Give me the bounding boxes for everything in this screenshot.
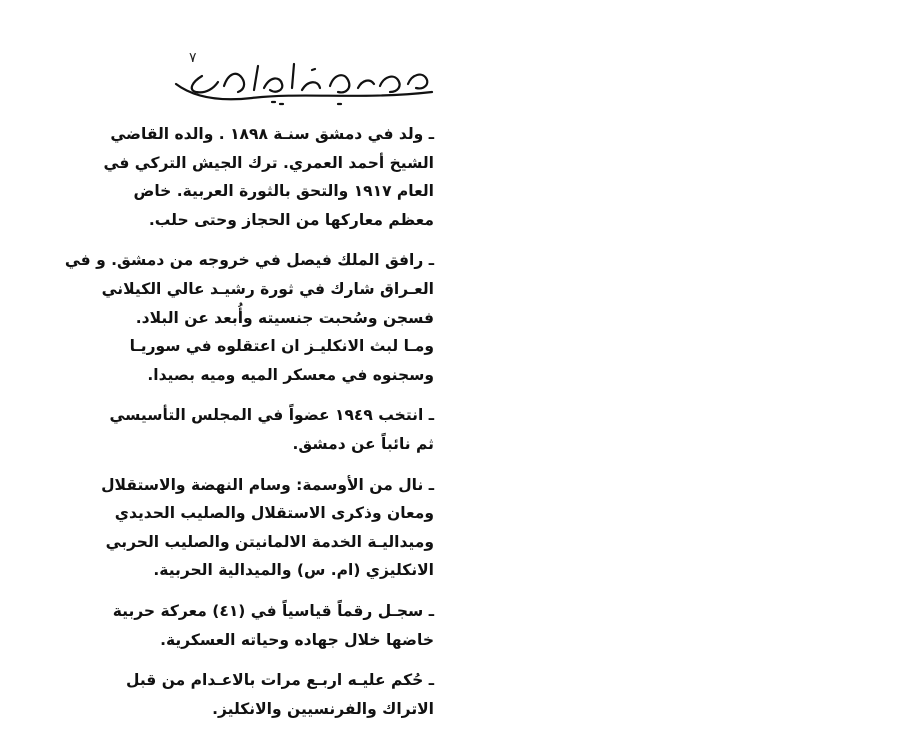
text-line: خاضها خلال جهاده وحياته العسكرية. bbox=[160, 630, 434, 649]
text-line: الانكليزي (ام. س) والميدالية الحربية. bbox=[153, 561, 434, 580]
text-line: ـ رافق الملك فيصل في خروجه من دمشق. و في bbox=[64, 251, 434, 270]
text-line: الاتراك والفرنسيين والانكليز. bbox=[212, 699, 434, 718]
text-line: فسجن وسُحبت جنسيته وأُبعد عن البلاد. bbox=[135, 308, 434, 327]
text-line: ـ حُكم عليـه اربـع مرات بالاعـدام من قبل bbox=[126, 671, 434, 690]
paragraph-battles bbox=[100, 597, 434, 654]
signature-calligraphy bbox=[162, 46, 452, 116]
text-line: وميداليـة الخدمة الالمانيتن والصليب الحربي bbox=[105, 532, 434, 551]
text-line: ـ انتخب ١٩٤٩ عضواً في المجلس التأسيسي bbox=[109, 406, 434, 425]
biography-text bbox=[64, 120, 434, 735]
text-line: ـ ولد في دمشق سنـة ١٨٩٨ . والده القاضي bbox=[110, 125, 434, 143]
paragraph-birth bbox=[100, 120, 434, 234]
text-line: العـراق شارك في ثورة رشيـد عالي الكيلاني bbox=[101, 279, 434, 298]
text-line: وسجنوه في معسكر الميه وميه بصيدا. bbox=[147, 365, 434, 384]
text-line: ـ نال من الأوسمة: وسام النهضة والاستقلال bbox=[101, 475, 434, 494]
page-number: ٧ bbox=[189, 50, 197, 66]
text-line: ومعان وذكرى الاستقلال والصليب الحديدي bbox=[114, 504, 434, 523]
paragraph-medals bbox=[100, 471, 434, 585]
paragraph-faisal bbox=[64, 246, 434, 389]
text-line: العام ١٩١٧ والتحق بالثورة العربية. خاض bbox=[133, 182, 434, 201]
handwritten-signature bbox=[162, 46, 452, 116]
text-line: الشيخ أحمد العمري. ترك الجيش التركي في bbox=[103, 153, 434, 172]
text-line: ومـا لبث الانكليـز ان اعتقلوه في سوريـا bbox=[129, 337, 434, 356]
text-line: ثم نائباً عن دمشق. bbox=[292, 434, 434, 453]
text-line: معظم معاركها من الحجاز وحتى حلب. bbox=[148, 210, 434, 229]
text-line: ـ سجـل رقماً قياسياً في (٤١) معركة حربية bbox=[112, 601, 434, 620]
paragraph-sentences bbox=[100, 666, 434, 723]
paragraph-elected bbox=[100, 401, 434, 458]
